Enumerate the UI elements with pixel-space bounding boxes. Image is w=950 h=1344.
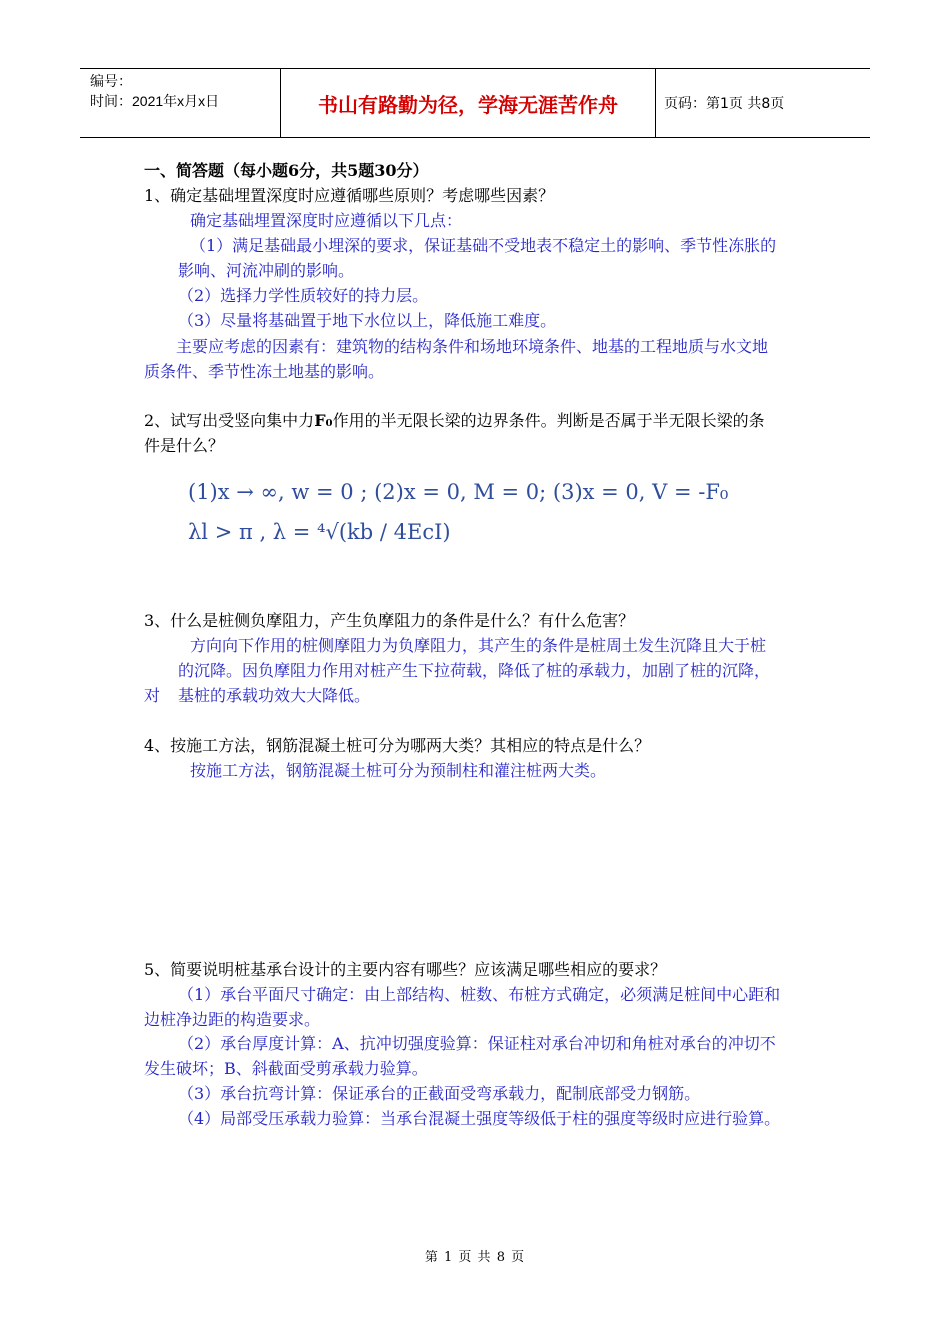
q1-question: 1、确定基础埋置深度时应遵循哪些原则？考虑哪些因素？ [144,186,555,205]
page-footer: 第 1 页 共 8 页 [424,1250,526,1265]
q1-answer-4a: 主要应考虑的因素有：建筑物的结构条件和场地环境条件、地基的工程地质与水文地 [176,337,769,356]
q3-answer-2: 的沉降。因负摩阻力作用对桩产生下拉荷载，降低了桩的承载力，加剧了桩的沉降， [178,661,771,680]
q5-answer-2b: 发生破坏；B、斜截面受剪承载力验算。 [144,1059,428,1078]
q5-question: 5、简要说明桩基承台设计的主要内容有哪些？应该满足哪些相应的要求？ [144,960,667,979]
serial-label: 编号： [90,73,132,89]
q5-answer-3: （3）承台抗弯计算：保证承台的正截面受弯承载力，配制底部受力钢筋。 [178,1084,701,1103]
q5-answer-4: （4）局部受压承载力验算：当承台混凝土强度等级低于柱的强度等级时应进行验算。 [178,1109,781,1128]
q5-answer-2a: （2）承台厚度计算：A、抗冲切强度验算：保证柱对承台冲切和角桩对承台的冲切不 [178,1034,776,1053]
q3-answer-1: 方向向下作用的桩侧摩阻力为负摩阻力，其产生的条件是桩周土发生沉降且大于桩 [190,636,767,655]
q2-question-line2: 件是什么？ [144,436,225,455]
q2-question-force: F₀ [314,411,333,430]
q1-answer-2: （2）选择力学性质较好的持力层。 [178,286,429,305]
header-page-info: 页码：第1页 共8页 [664,96,785,112]
q4-answer: 按施工方法，钢筋混凝土桩可分为预制柱和灌注桩两大类。 [190,761,607,780]
q2-question-line1 [144,411,765,431]
q2-question-part-a: 2、试写出受竖向集中力 [144,411,315,430]
page-header [80,68,870,138]
q3-answer-3: 基桩的承载功效大大降低。 [178,686,371,705]
section-title: 一、简答题（每小题6分，共5题30分） [144,161,429,180]
q5-answer-1a: （1）承台平面尺寸确定：由上部结构、桩数、布桩方式确定，必须满足桩间中心距和 [178,985,781,1004]
header-motto: 书山有路勤为径，学海无涯苦作舟 [280,69,656,137]
q2-question-part-b: 作用的半无限长梁的边界条件。判断是否属于半无限长梁的条 [332,411,765,430]
boundary-conditions: (1)x → ∞, w = 0 ; (2)x = 0, M = 0; (3)x = 0, V = -F₀ [188,480,729,504]
header-meta [80,69,280,137]
date-label: 时间：2021年x月x日 [90,93,220,109]
q1-answer-3: （3）尽量将基础置于地下水位以上，降低施工难度。 [178,311,557,330]
q1-answer-intro: 确定基础埋置深度时应遵循以下几点： [190,211,463,230]
semi-infinite-criterion: λl > π , λ = ⁴√(kb / 4EcI) [188,520,451,544]
q4-question: 4、按施工方法，钢筋混凝土桩可分为哪两大类？其相应的特点是什么？ [144,736,651,755]
q1-answer-1b: 影响、河流冲刷的影响。 [178,261,355,280]
q3-answer-3-prefix: 对 [144,686,161,705]
q1-answer-1a: （1）满足基础最小埋深的要求，保证基础不受地表不稳定土的影响、季节性冻胀的 [190,236,777,255]
q5-answer-1b: 边桩净边距的构造要求。 [144,1010,321,1029]
q1-answer-4b: 质条件、季节性冻土地基的影响。 [144,362,385,381]
q3-question: 3、什么是桩侧负摩阻力，产生负摩阻力的条件是什么？有什么危害？ [144,611,635,630]
